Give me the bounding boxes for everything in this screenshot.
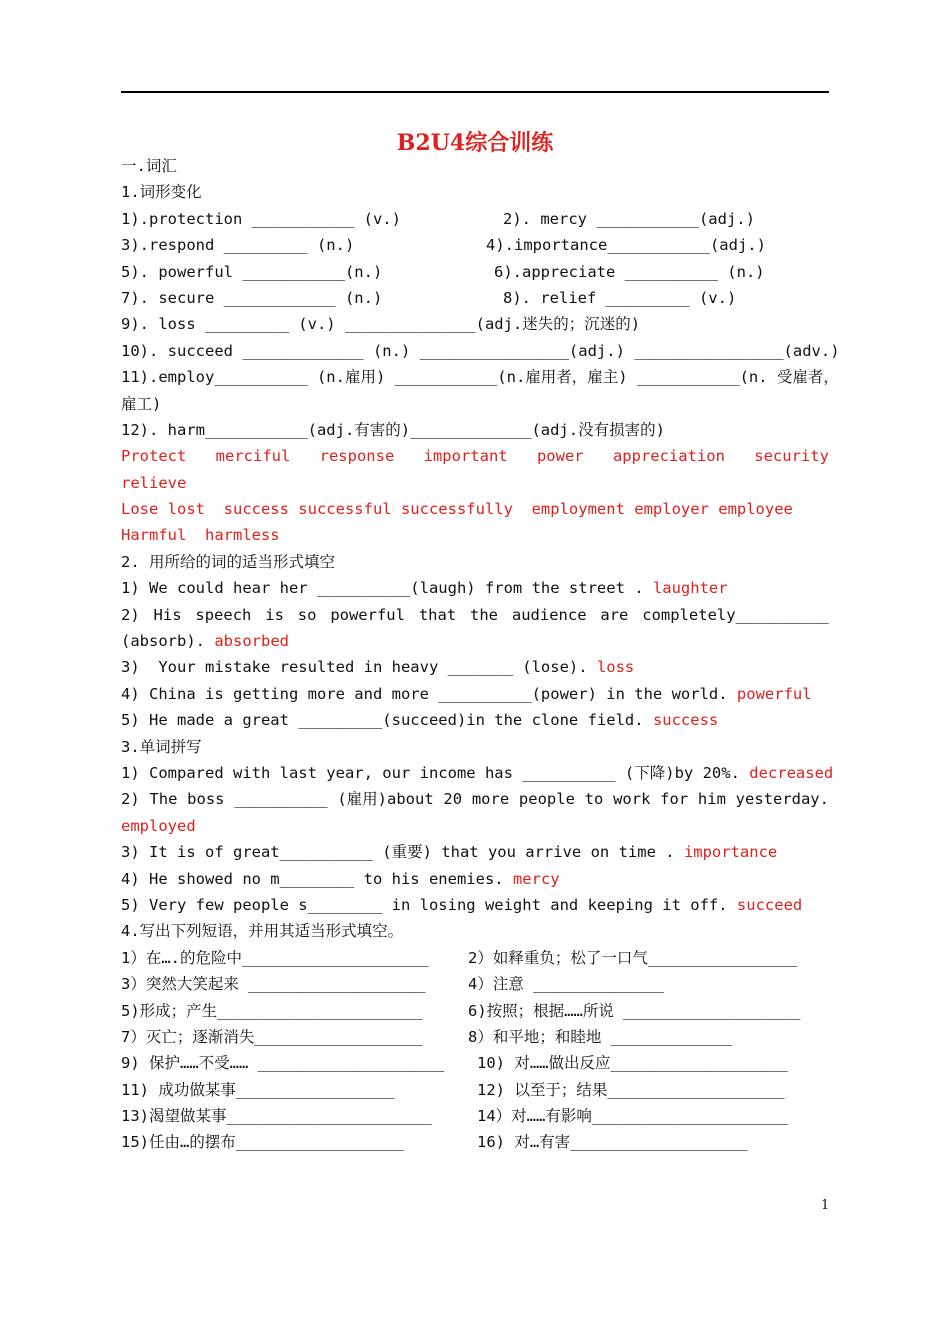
word: people	[518, 790, 575, 809]
word: work	[613, 790, 651, 809]
page-number: 1	[821, 1198, 830, 1213]
question	[121, 575, 829, 601]
answer-text: decreased	[749, 763, 834, 782]
answer-line: Harmful harmless	[121, 526, 280, 545]
question	[121, 707, 829, 733]
phrase-right: 6)按照；根据……所说 ___________________	[468, 1001, 801, 1020]
word: to	[584, 790, 604, 809]
word: completely__________	[642, 605, 829, 624]
list-item: 9). loss _________ (v.) ______________(adj.迷失的；沉迷的)	[121, 315, 641, 334]
answer-text: success	[652, 711, 719, 730]
phrase-left: 7）灭亡；逐渐消失__________________	[121, 1027, 423, 1046]
answer-word: appreciation	[612, 447, 725, 466]
list-item	[121, 945, 829, 971]
list-item: 11).employ__________ (n.雇用) ___________(n.雇用者，雇主) ___________(n. 受雇者，	[121, 368, 839, 387]
question-text: 3) Your mistake resulted in heavy _______ (lose).	[121, 658, 588, 677]
word: are	[600, 605, 629, 624]
phrase-right: 10) 对……做出反应___________________	[477, 1054, 788, 1073]
phrase-right: 16) 对…有害___________________	[477, 1133, 748, 1152]
answer-text: laughter	[652, 579, 728, 598]
phrase-left: 11) 成功做某事_________________	[121, 1080, 395, 1099]
word: for	[660, 790, 689, 809]
question	[121, 839, 829, 865]
question	[121, 786, 829, 812]
answer-text: employed	[121, 816, 196, 835]
answer-line: Lose lost success successful successfully employment employer employee	[121, 500, 793, 519]
answer-text: powerful	[736, 684, 812, 703]
word: 2)	[121, 605, 140, 624]
question	[121, 681, 829, 707]
answer-line	[121, 443, 829, 469]
phrase-left: 15)任由…的摆布__________________	[121, 1133, 404, 1152]
list-item-continued: 雇工)	[121, 394, 162, 413]
question-continued	[121, 628, 829, 654]
list-item	[121, 971, 829, 997]
list-item	[121, 285, 829, 311]
phrase-left: 1）在….的危险中____________________	[121, 948, 429, 967]
item-left: 1).protection ___________ (v.)	[121, 209, 401, 228]
word: The	[149, 790, 178, 809]
answer-word: security	[754, 447, 829, 466]
part2-heading: 2. 用所给的词的适当形式填空	[121, 552, 335, 571]
answer-word: response	[319, 447, 395, 466]
question	[121, 760, 834, 786]
word: that	[418, 605, 457, 624]
word: boss	[187, 790, 225, 809]
list-item	[121, 1050, 829, 1076]
word: the	[470, 605, 499, 624]
section-heading: 一.词汇	[121, 157, 177, 175]
list-item	[121, 259, 829, 285]
question	[121, 654, 829, 680]
item-right: 4).importance___________(adj.)	[486, 236, 766, 255]
phrase-right: 14）对……有影响_____________________	[477, 1107, 788, 1126]
item-right: 8). relief _________ (v.)	[503, 288, 737, 307]
word: him	[697, 790, 726, 809]
phrase-right: 4）注意 ______________	[468, 975, 664, 994]
item-right: 6).appreciate __________ (n.)	[494, 262, 765, 281]
list-item	[121, 1129, 829, 1155]
word: audience	[511, 605, 587, 624]
word: __________	[234, 790, 328, 809]
answer-line: relieve	[121, 473, 187, 492]
word: so	[297, 605, 317, 624]
answer-word: important	[423, 447, 508, 466]
phrase-left: 9) 保护……不受…… ____________________	[121, 1054, 445, 1073]
question-text: 1) Compared with last year, our income has __________ (下降)by 20%.	[121, 763, 740, 782]
word: more	[471, 790, 510, 809]
worksheet-body	[121, 153, 840, 1156]
answer-word: merciful	[215, 447, 291, 466]
part3-heading: 3.单词拼写	[121, 737, 202, 756]
word: 2)	[121, 790, 140, 809]
answer-text: importance	[683, 843, 778, 862]
phrase-left: 5)形成；产生______________________	[121, 1001, 423, 1020]
item-right: 2). mercy ___________(adj.)	[503, 209, 755, 228]
header-rule	[121, 91, 829, 93]
item-left: 7). secure ____________ (n.)	[121, 288, 383, 307]
word: (雇用)about	[337, 790, 434, 809]
list-item	[121, 1024, 829, 1050]
answer-text: absorbed	[214, 632, 289, 651]
part1-heading: 1.词形变化	[121, 183, 202, 202]
word: powerful	[330, 605, 405, 624]
question-text: 4) China is getting more and more __________(power) in the world.	[121, 684, 728, 703]
word: yesterday.	[735, 790, 829, 809]
list-item	[121, 1077, 829, 1103]
page-title: B2U4综合训练	[396, 130, 554, 156]
part4-heading: 4.写出下列短语，并用其适当形式填空。	[121, 922, 404, 941]
phrase-right: 12) 以至于；结果___________________	[477, 1080, 785, 1099]
list-item	[121, 232, 829, 258]
answer-text: loss	[596, 658, 635, 677]
question-text: 5) Very few people s________ in losing weight and keeping it off.	[121, 895, 728, 914]
question	[121, 602, 829, 628]
phrase-left: 13)渴望做某事______________________	[121, 1107, 432, 1126]
answer-word: power	[536, 447, 584, 466]
list-item	[121, 206, 829, 232]
word: His	[153, 605, 182, 624]
phrase-left: 3）突然大笑起来 ___________________	[121, 975, 426, 994]
list-item: 12). harm___________(adj.有害的)_____________(adj.没有损害的)	[121, 420, 665, 439]
item-left: 5). powerful ___________(n.)	[121, 262, 383, 281]
answer-text: mercy	[512, 869, 560, 888]
question-text: (absorb).	[121, 632, 205, 651]
question-text: 5) He made a great _________(succeed)in the clone field.	[121, 711, 644, 730]
question-text: 3) It is of great__________ (重要) that you arrive on time .	[121, 843, 675, 862]
question-text: 1) We could hear her __________(laugh) from the street .	[121, 579, 644, 598]
answer-word: Protect	[121, 447, 187, 466]
question	[121, 866, 829, 892]
word: is	[265, 605, 284, 624]
list-item	[121, 1103, 829, 1129]
question-text: 4) He showed no m________ to his enemies.	[121, 869, 504, 888]
list-item	[121, 998, 829, 1024]
word: 20	[443, 790, 463, 809]
question	[121, 892, 829, 918]
list-item: 10). succeed _____________ (n.) ________________(adj.) ________________(adv.)	[121, 341, 840, 360]
phrase-right: 2）如释重负；松了一口气________________	[468, 948, 798, 967]
answer-text: succeed	[736, 895, 803, 914]
word: speech	[195, 605, 252, 624]
item-left: 3).respond _________ (n.)	[121, 236, 355, 255]
phrase-right: 8）和平地；和睦地 _____________	[468, 1027, 732, 1046]
